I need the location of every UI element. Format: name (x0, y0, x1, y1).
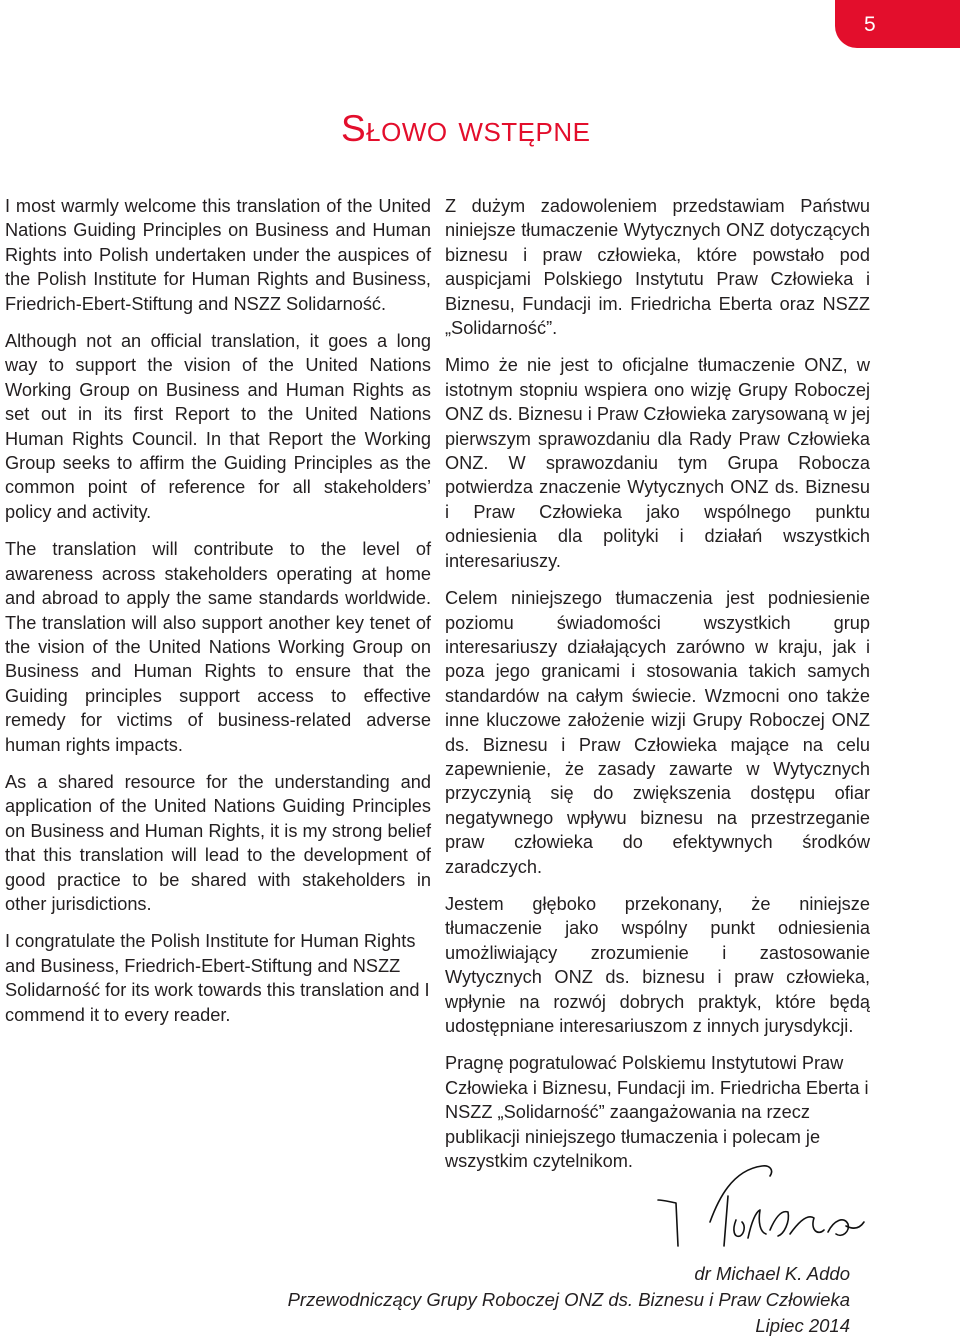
polish-paragraph-4: Jestem głęboko przekonany, że niniejsze tłumaczenie jako wspólny punkt odniesienia umożliwiający zrozumienie i zastosowanie Wytycznych ONZ ds. biznesu i praw człowieka, wpłynie na rozwój dobrych praktyk, które będą udostępniane interesariuszom z innych jurysdykcji. (445, 893, 870, 1036)
english-paragraph-2: Although not an official translation, it goes a long way to support the vision of the United Nations Working Group on Business and Human Rights as set out in its first Report to the United Nations Human Rights Council. In that Report the Working Group seeks to affirm the Guiding Principles as the common point of reference for all stakeholders’ policy and activity. (5, 331, 431, 522)
english-paragraph-5: I congratulate the Polish Institute for Human Rights and Business, Friedrich-Ebert-Stiftung and NSZZ Solidarność for its work towards this translation and I commend it to every reader. (5, 931, 430, 1025)
english-paragraph-1: I most warmly welcome this translation of the United Nations Guiding Principles on Business and Human Rights into Polish undertaken under the auspices of the Polish Institute for Human Rights and Business, Friedrich-Ebert-Stiftung and NSZZ Solidarność. (5, 196, 431, 314)
polish-paragraph-3: Celem niniejszego tłumaczenia jest podniesienie poziomu świadomości wszystkich grup interesariuszy działających zarówno w kraju, jak i poza jego granicami i stosowania takich samych standardów na całym świecie. Wzmocni ono także inne kluczowe założenie wizji Grupy Roboczej ONZ ds. Biznesu i Praw Człowieka mające na celu zapewnienie, że zasady zawarte w Wytycznych przyczynią się do zwiększenia dostępu ofiar negatywnego wpływu biznesu na przestrzeganie praw człowieka do efektywnych środków zaradczych. (445, 588, 870, 877)
english-paragraph-4: As a shared resource for the understanding and application of the United Nations Guiding Principles on Business and Human Rights, it is my strong belief that this translation will lead to the development of good practice to be shared with stakeholders in other jurisdictions. (5, 771, 431, 914)
page-number-badge: 5 (835, 0, 960, 48)
signatory-role: Przewodniczący Grupy Roboczej ONZ ds. Biznesu i Praw Człowieka (287, 1289, 850, 1310)
polish-column (445, 194, 870, 1186)
polish-paragraph-2: Mimo że nie jest to oficjalne tłumaczenie ONZ, w istotnym stopniu wspiera ono wizję Grupy Roboczej ONZ ds. Biznesu i Praw Człowieka zarysowaną w jej pierwszym sprawozdaniu dla Rady Praw Człowieka ONZ. W sprawozdaniu tym Grupa Robocza potwierdza znaczenie Wytycznych ONZ ds. Biznesu i Praw Człowieka jako wspólnego punktu odniesienia dla polityki i działań wszystkich interesariuszy. (445, 355, 870, 571)
english-column (5, 194, 431, 1040)
signature-date: Lipiec 2014 (755, 1315, 850, 1336)
page-title: Słowo wstępne (341, 108, 591, 149)
polish-paragraph-1: Z dużym zadowoleniem przedstawiam Państwu niniejsze tłumaczenie Wytycznych ONZ dotyczących biznesu i praw człowieka, które powstało pod auspicjami Polskiego Instytutu Praw Człowieka i Biznesu, Fundacji im. Friedricha Eberta oraz NSZZ „Solidarność”. (445, 196, 870, 339)
signature-block (288, 1261, 850, 1339)
signatory-name: dr Michael K. Addo (694, 1263, 850, 1284)
polish-paragraph-5: Pragnę pogratulować Polskiemu Instytutowi Praw Człowieka i Biznesu, Fundacji im. Friedricha Eberta i NSZZ „Solidarność” zaangażowania na rzecz publikacji niniejszego tłumaczenia i polecam je wszystkim czytelnikom. (445, 1053, 869, 1172)
english-paragraph-3: The translation will contribute to the level of awareness across stakeholders operating at home and abroad to apply the same standards worldwide. The translation will also support another key tenet of the vision of the United Nations Working Group on Business and Human Rights to ensure that the Guiding principles support access to effective remedy for victims of business-related adverse human rights impacts. (5, 539, 431, 755)
handwritten-signature (650, 1160, 870, 1255)
